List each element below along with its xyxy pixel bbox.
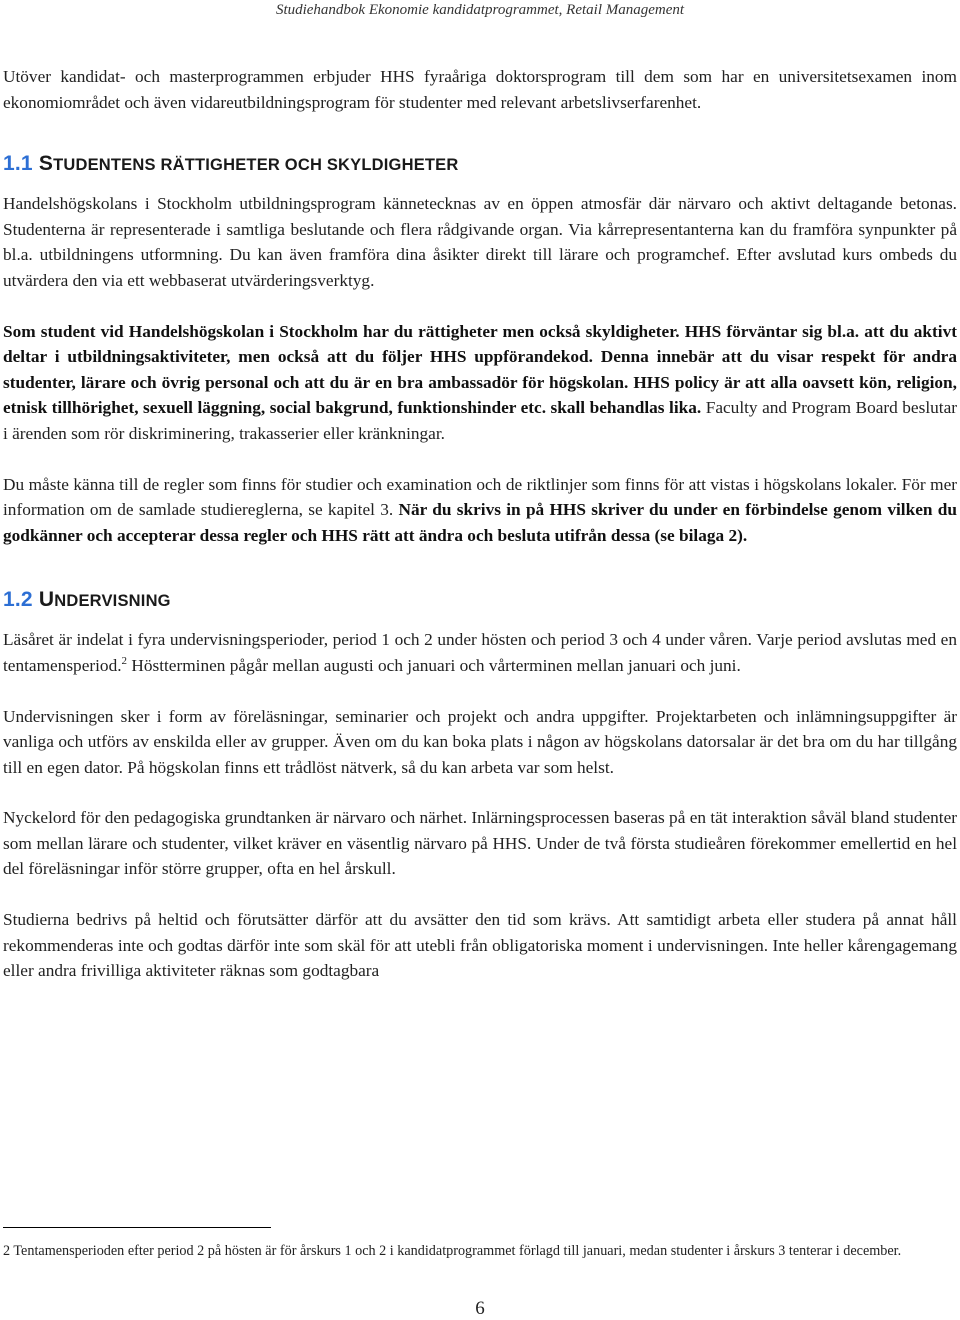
periods-text-a: Läsåret är indelat i fyra undervisningsperioder, period 1 och 2 under hösten och period 3 och 4 under våren. Varje period avslutas med en tentamensperiod. [3,630,957,675]
obligations-paragraph [3,319,957,447]
obligations-normal-text: Faculty and Program Board beslutar i ärenden som rör diskriminering, trakasserier eller kränkningar. [3,398,957,443]
section-number: 1.1 [3,152,33,176]
page-content [3,64,957,984]
rules-bold-text: När du skrivs in på HHS skriver du under en förbindelse genom vilken du godkänner och accepterar dessa regler och HHS rätt att ändra och besluta utifrån dessa (se bilaga 2). [3,500,958,545]
section-heading-1-2 [3,586,957,615]
teaching-forms-paragraph: Undervisningen sker i form av föreläsningar, seminarier och projekt och andra uppgifter. Projektarbeten och inlämningsuppgifter är vanliga och utförs av enskilda eller av grupper. Även om du kan boka plats i någon av högskolans datorsalar är det bra om du har tillgång till en egen dator. På högskolan finns ett trådlöst nätverk, så du kan arbeta var som helst. [3,706,957,777]
page-number: 6 [475,1298,485,1319]
rules-paragraph [3,472,957,549]
footnote-reference[interactable]: 2 [121,655,128,668]
periods-paragraph [3,627,957,678]
obligations-bold-text: Som student vid Handelshögskolan i Stockholm har du rättigheter men också skyldigheter. HHS förväntar sig bl.a. att du aktivt deltar i utbildningsaktiviteter, men också att du följer HHS uppförandekod. Denna innebär att du visar respekt för andra studenter, lärare och övrig personal och att du är en bra ambassadör för högskolan. HHS policy är att alla oavsett kön, religion, etnisk tillhörighet, sexuell läggning, social bakgrund, funktionshinder etc. skall behandlas lika. [3,321,957,418]
section-title-rest: TUDENTENS RÄTTIGHETER OCH SKYLDIGHETER [53,156,459,175]
section-number: 1.2 [3,588,33,612]
footnote [3,1240,943,1262]
footnote-divider [3,1227,271,1228]
footnote-text: Tentamensperioden efter period 2 på hösten är för årskurs 1 och 2 i kandidatprogrammet förlagd till januari, medan studenter i årskurs 3 tenterar i december. [10,1243,902,1259]
rules-normal-text: Du måste känna till de regler som finns för studier och examination och de riktlinjer som finns för att vistas i högskolans lokaler. För mer information om de samlade studiereglerna, se kapitel 3. [3,474,957,520]
section-heading-1-1 [3,150,957,179]
footnote-marker: 2 [3,1243,11,1259]
section-title-initial: U [38,588,55,612]
section-title-rest: NDERVISNING [54,592,171,611]
rights-paragraph: Handelshögskolans i Stockholm utbildningsprogram kännetecknas av en öppen atmosfär där närvaro och aktivt deltagande betonas. Studenterna är representerade i samtliga beslutande och flera rådgivande organ. Via kårrepresentanterna kan du framföra synpunkter på bl.a. utbildningens utformning. Du kan även framföra dina åsikter direkt till lärare och programchef. Efter avslutad kurs ombeds du utvärdera den via ett webbaserat utvärderingsverktyg. [3,194,957,290]
running-header: Studiehandbok Ekonomie kandidatprogrammet, Retail Management [275,2,685,18]
periods-text-b: Höstterminen pågår mellan augusti och januari och vårterminen mellan januari och juni. [127,655,741,675]
pedagogy-paragraph: Nyckelord för den pedagogiska grundtanken är närvaro och närhet. Inlärningsprocessen baseras på en tät interaktion såväl bland studenter som mellan lärare och studenter, vilket kräver en väsentlig närvaro på HHS. Under de två första studieåren förekommer emellertid en hel del föreläsningar inför större grupper, ofta en hel årskull. [3,808,957,879]
section-title-initial: S [38,152,54,176]
intro-paragraph: Utöver kandidat- och masterprogrammen erbjuder HHS fyraåriga doktorsprogram till dem som har en universitetsexamen inom ekonomiområdet och även vidareutbildningsprogram för studenter med relevant arbetslivserfarenhet. [3,67,957,112]
fulltime-paragraph: Studierna bedrivs på heltid och förutsätter därför att du avsätter den tid som krävs. Att samtidigt arbeta eller studera på annat håll rekommenderas inte och godtas därför inte som skäl för att utebli från obligatoriska moment i undervisningen. Inte heller kårengagemang eller andra frivilliga aktiviteter räknas som godtagbara [3,910,957,981]
